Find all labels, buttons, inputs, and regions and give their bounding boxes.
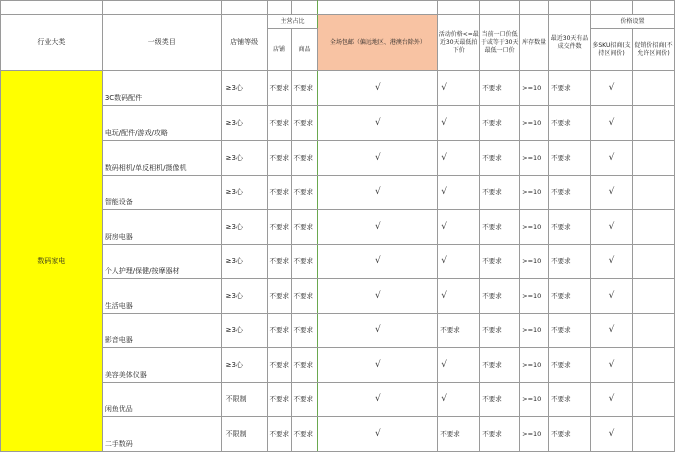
current-price-cell: 不要求 (480, 417, 520, 452)
multi-sku-check: √ (591, 210, 633, 245)
multi-sku-check: √ (591, 141, 633, 176)
stock-cell: >=10 (520, 314, 549, 348)
activity-price-check: √ (438, 176, 480, 210)
sales-cell: 不要求 (549, 176, 591, 210)
table-row (1, 71, 675, 106)
free-shipping-check: √ (318, 348, 438, 383)
free-shipping-check: √ (318, 106, 438, 141)
activity-price-check: √ (438, 383, 480, 417)
product-share-cell: 不要求 (291, 279, 318, 314)
stock-cell: >=10 (520, 106, 549, 141)
store-level-cell: ≥3心 (221, 176, 267, 210)
category-cell: 影音电器 (102, 314, 221, 348)
current-price-cell: 不要求 (480, 106, 520, 141)
header-store-level: 店铺等级 (221, 15, 267, 71)
store-share-cell: 不要求 (267, 176, 291, 210)
category-cell: 闲鱼优品 (102, 383, 221, 417)
current-price-cell: 不要求 (480, 245, 520, 279)
promo-price-cell (633, 71, 675, 106)
category-cell: 二手数码 (102, 417, 221, 452)
current-price-cell: 不要求 (480, 348, 520, 383)
current-price-cell: 不要求 (480, 279, 520, 314)
table-row (1, 245, 675, 279)
table-row (1, 314, 675, 348)
category-cell: 智能设备 (102, 176, 221, 210)
header-main-share: 主营占比 (267, 15, 318, 29)
header-product: 商品 (291, 29, 318, 71)
multi-sku-check: √ (591, 245, 633, 279)
sales-cell: 不要求 (549, 106, 591, 141)
sales-cell: 不要求 (549, 348, 591, 383)
table-row (1, 417, 675, 452)
sales-cell: 不要求 (549, 71, 591, 106)
header-stock: 库存数量 (520, 15, 549, 71)
sales-cell: 不要求 (549, 383, 591, 417)
promo-price-cell (633, 417, 675, 452)
store-level-cell: ≥3心 (221, 348, 267, 383)
current-price-cell: 不要求 (480, 176, 520, 210)
store-share-cell: 不要求 (267, 417, 291, 452)
product-share-cell: 不要求 (291, 245, 318, 279)
free-shipping-check: √ (318, 245, 438, 279)
stock-cell: >=10 (520, 71, 549, 106)
sales-cell: 不要求 (549, 314, 591, 348)
activity-price-check: √ (438, 245, 480, 279)
stock-cell: >=10 (520, 383, 549, 417)
activity-price-check: √ (438, 106, 480, 141)
multi-sku-check: √ (591, 71, 633, 106)
activity-price-check: √ (438, 279, 480, 314)
current-price-cell: 不要求 (480, 71, 520, 106)
store-share-cell: 不要求 (267, 245, 291, 279)
table-row (1, 348, 675, 383)
header-row-1 (1, 15, 675, 29)
header-free-shipping: 全场包邮（偏远地区、港澳台除外） (318, 15, 438, 71)
header-sales-30d: 最近30天有品成交件数 (549, 15, 591, 71)
store-share-cell: 不要求 (267, 141, 291, 176)
promo-price-cell (633, 279, 675, 314)
free-shipping-check: √ (318, 71, 438, 106)
free-shipping-check: √ (318, 210, 438, 245)
store-share-cell: 不要求 (267, 279, 291, 314)
stock-cell: >=10 (520, 176, 549, 210)
header-industry: 行业大类 (1, 15, 103, 71)
stock-cell: >=10 (520, 141, 549, 176)
store-level-cell: ≥3心 (221, 106, 267, 141)
table-row (1, 279, 675, 314)
free-shipping-check: √ (318, 314, 438, 348)
promo-price-cell (633, 176, 675, 210)
header-category: 一级类目 (102, 15, 221, 71)
stock-cell: >=10 (520, 279, 549, 314)
multi-sku-check: √ (591, 314, 633, 348)
stock-cell: >=10 (520, 417, 549, 452)
store-level-cell: ≥3心 (221, 141, 267, 176)
category-cell: 个人护理/保健/按摩器材 (102, 245, 221, 279)
product-share-cell: 不要求 (291, 71, 318, 106)
stock-cell: >=10 (520, 348, 549, 383)
store-level-cell: ≥3心 (221, 245, 267, 279)
promo-price-cell (633, 141, 675, 176)
category-cell: 3C数码配件 (102, 71, 221, 106)
table-row (1, 141, 675, 176)
activity-price-check: √ (438, 71, 480, 106)
multi-sku-check: √ (591, 348, 633, 383)
header-multi-sku: 多SKU招商(支持区间价) (591, 29, 633, 71)
header-activity-price: 活动价格<=最近30天最低拍下价 (438, 15, 480, 71)
header-store: 店铺 (267, 29, 291, 71)
activity-price-cell: 不要求 (438, 314, 480, 348)
category-cell: 美容美体仪器 (102, 348, 221, 383)
current-price-cell: 不要求 (480, 141, 520, 176)
sales-cell: 不要求 (549, 279, 591, 314)
promo-price-cell (633, 314, 675, 348)
multi-sku-check: √ (591, 417, 633, 452)
free-shipping-check: √ (318, 176, 438, 210)
category-cell: 厨房电器 (102, 210, 221, 245)
header-promo-price: 促销价招商(不允许区间价) (633, 29, 675, 71)
sales-cell: 不要求 (549, 417, 591, 452)
promo-price-cell (633, 106, 675, 141)
store-level-cell: 不限制 (221, 383, 267, 417)
store-share-cell: 不要求 (267, 348, 291, 383)
promo-price-cell (633, 210, 675, 245)
current-price-cell: 不要求 (480, 383, 520, 417)
free-shipping-check: √ (318, 279, 438, 314)
sales-cell: 不要求 (549, 210, 591, 245)
store-level-cell: 不限制 (221, 417, 267, 452)
store-share-cell: 不要求 (267, 314, 291, 348)
product-share-cell: 不要求 (291, 210, 318, 245)
multi-sku-check: √ (591, 279, 633, 314)
activity-price-check: √ (438, 141, 480, 176)
activity-price-check: √ (438, 348, 480, 383)
store-share-cell: 不要求 (267, 71, 291, 106)
industry-cell: 数码家电 (1, 71, 103, 452)
store-share-cell: 不要求 (267, 210, 291, 245)
product-share-cell: 不要求 (291, 176, 318, 210)
header-current-price: 当前一口价低于或等于30天最低一口价 (480, 15, 520, 71)
current-price-cell: 不要求 (480, 314, 520, 348)
activity-price-check: √ (438, 210, 480, 245)
category-cell: 生活电器 (102, 279, 221, 314)
table-row (1, 210, 675, 245)
activity-price-cell: 不要求 (438, 417, 480, 452)
promo-price-cell (633, 383, 675, 417)
stock-cell: >=10 (520, 245, 549, 279)
product-share-cell: 不要求 (291, 348, 318, 383)
free-shipping-check: √ (318, 417, 438, 452)
product-share-cell: 不要求 (291, 314, 318, 348)
store-level-cell: ≥3心 (221, 279, 267, 314)
store-share-cell: 不要求 (267, 383, 291, 417)
product-share-cell: 不要求 (291, 141, 318, 176)
store-share-cell: 不要求 (267, 106, 291, 141)
store-level-cell: ≥3心 (221, 314, 267, 348)
free-shipping-check: √ (318, 141, 438, 176)
free-shipping-check: √ (318, 383, 438, 417)
category-cell: 电玩/配件/游戏/攻略 (102, 106, 221, 141)
table-row (1, 106, 675, 141)
category-cell: 数码相机/单反相机/摄像机 (102, 141, 221, 176)
multi-sku-check: √ (591, 106, 633, 141)
store-level-cell: ≥3心 (221, 71, 267, 106)
product-share-cell: 不要求 (291, 417, 318, 452)
multi-sku-check: √ (591, 176, 633, 210)
store-level-cell: ≥3心 (221, 210, 267, 245)
current-price-cell: 不要求 (480, 210, 520, 245)
product-share-cell: 不要求 (291, 106, 318, 141)
table-row (1, 176, 675, 210)
multi-sku-check: √ (591, 383, 633, 417)
header-price-settings: 价格设置 (591, 15, 675, 29)
promo-price-cell (633, 348, 675, 383)
sales-cell: 不要求 (549, 245, 591, 279)
product-share-cell: 不要求 (291, 383, 318, 417)
stock-cell: >=10 (520, 210, 549, 245)
top-blank-row (1, 1, 675, 15)
promo-price-cell (633, 245, 675, 279)
sales-cell: 不要求 (549, 141, 591, 176)
table-row (1, 383, 675, 417)
